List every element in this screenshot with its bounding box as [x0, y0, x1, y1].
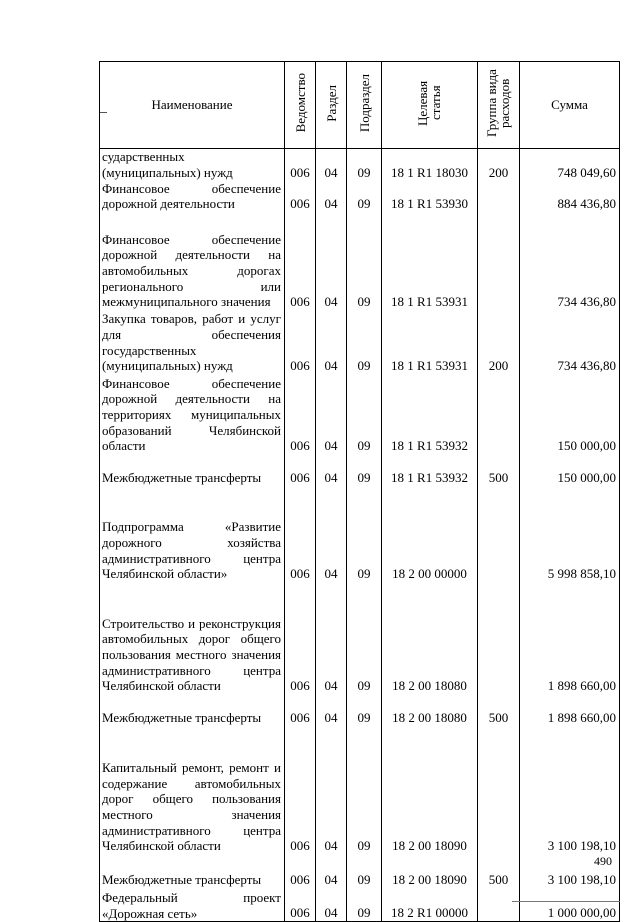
row-expense-group: [478, 486, 520, 582]
row-expense-group: [478, 582, 520, 694]
row-amount: 3 100 198,10: [520, 726, 620, 854]
row-expense-group: 500: [478, 454, 520, 486]
row-amount: 884 436,80: [520, 181, 620, 212]
row-target: 18 2 R1 00000: [382, 888, 478, 922]
header-subsection: Подраздел: [347, 62, 382, 149]
row-department: 006: [285, 454, 316, 486]
table-row: [100, 374, 620, 454]
row-expense-group: [478, 374, 520, 454]
row-target: 18 1 R1 53931: [382, 212, 478, 310]
row-department: 006: [285, 181, 316, 212]
row-amount: 748 049,60: [520, 149, 620, 181]
table-row: [100, 310, 620, 374]
table-row: [100, 181, 620, 212]
row-section: 04: [316, 486, 347, 582]
row-name: Подпрограмма «Развитие дорожного хозяйства административного центра Челябинской области»: [100, 486, 285, 582]
row-section: 04: [316, 374, 347, 454]
row-name: Федеральный проект «Дорожная сеть»: [100, 888, 285, 922]
row-target: 18 1 R1 53932: [382, 454, 478, 486]
row-subsection: 09: [347, 694, 382, 726]
row-target: 18 2 00 18090: [382, 726, 478, 854]
row-expense-group: [478, 726, 520, 854]
row-expense-group: 500: [478, 854, 520, 888]
row-target: 18 1 R1 53931: [382, 310, 478, 374]
row-subsection: 09: [347, 149, 382, 181]
row-name: Финансовое обеспечение дорожной деятельности: [100, 181, 285, 212]
row-expense-group: [478, 212, 520, 310]
row-subsection: 09: [347, 310, 382, 374]
row-section: 04: [316, 854, 347, 888]
row-section: 04: [316, 212, 347, 310]
row-name: Капитальный ремонт, ремонт и содержание автомобильных дорог общего пользования местного значения административного центра Челябинской области: [100, 726, 285, 854]
row-name: Финансовое обеспечение дорожной деятельности на территориях муниципальных образований Челябинской области: [100, 374, 285, 454]
table-row: [100, 454, 620, 486]
row-target: 18 1 R1 18030: [382, 149, 478, 181]
row-name: Межбюджетные трансферты: [100, 694, 285, 726]
row-department: 006: [285, 310, 316, 374]
table-row: [100, 694, 620, 726]
row-expense-group: 200: [478, 310, 520, 374]
row-expense-group: 500: [478, 694, 520, 726]
row-name: Строительство и реконструкция автомобильных дорог общего пользования местного значения административного центра Челябинской области: [100, 582, 285, 694]
row-section: 04: [316, 726, 347, 854]
table-row: [100, 726, 620, 854]
row-department: 006: [285, 694, 316, 726]
row-amount: 734 436,80: [520, 212, 620, 310]
table-row: [100, 149, 620, 181]
row-subsection: 09: [347, 726, 382, 854]
row-target: 18 2 00 00000: [382, 486, 478, 582]
table-row: [100, 854, 620, 888]
header-name: Наименование: [100, 62, 285, 149]
row-amount: 1 898 660,00: [520, 582, 620, 694]
row-amount: 150 000,00: [520, 454, 620, 486]
row-subsection: 09: [347, 854, 382, 888]
row-subsection: 09: [347, 212, 382, 310]
row-amount: 150 000,00: [520, 374, 620, 454]
row-department: 006: [285, 486, 316, 582]
row-amount: 3 100 198,10: [520, 854, 620, 888]
row-section: 04: [316, 454, 347, 486]
row-target: 18 2 00 18080: [382, 694, 478, 726]
table-row: [100, 212, 620, 310]
row-amount: 5 998 858,10: [520, 486, 620, 582]
row-target: 18 2 00 18080: [382, 582, 478, 694]
row-section: 04: [316, 582, 347, 694]
budget-table: [99, 61, 620, 922]
header-expense-group: Группа вида расходов: [478, 62, 520, 149]
row-expense-group: 200: [478, 149, 520, 181]
row-section: 04: [316, 310, 347, 374]
row-subsection: 09: [347, 888, 382, 922]
row-subsection: 09: [347, 486, 382, 582]
row-section: 04: [316, 694, 347, 726]
row-subsection: 09: [347, 181, 382, 212]
footer-rule: [512, 901, 620, 902]
row-department: 006: [285, 212, 316, 310]
row-target: 18 1 R1 53932: [382, 374, 478, 454]
page-number: 490: [594, 854, 612, 868]
row-name: Межбюджетные трансферты: [100, 854, 285, 888]
row-amount: 734 436,80: [520, 310, 620, 374]
row-amount: 1 898 660,00: [520, 694, 620, 726]
row-subsection: 09: [347, 582, 382, 694]
row-name: сударственных (муниципальных) нужд: [100, 149, 285, 181]
row-target: 18 1 R1 53930: [382, 181, 478, 212]
row-department: 006: [285, 726, 316, 854]
row-expense-group: [478, 181, 520, 212]
row-subsection: 09: [347, 454, 382, 486]
row-section: 04: [316, 888, 347, 922]
header-amount: Сумма: [520, 62, 620, 149]
table-row: [100, 582, 620, 694]
row-amount: 1 000 000,00: [520, 888, 620, 922]
row-department: 006: [285, 888, 316, 922]
row-department: 006: [285, 854, 316, 888]
row-target: 18 2 00 18090: [382, 854, 478, 888]
row-name: Межбюджетные трансферты: [100, 454, 285, 486]
header-section: Раздел: [316, 62, 347, 149]
header-department: Ведомство: [285, 62, 316, 149]
row-department: 006: [285, 149, 316, 181]
row-department: 006: [285, 374, 316, 454]
header-target: Целевая статья: [382, 62, 478, 149]
row-name: Финансовое обеспечение дорожной деятельности на автомобильных дорогах регионального или межмуниципального значения: [100, 212, 285, 310]
row-subsection: 09: [347, 374, 382, 454]
row-section: 04: [316, 181, 347, 212]
table-header-row: [100, 62, 620, 149]
row-section: 04: [316, 149, 347, 181]
row-department: 006: [285, 582, 316, 694]
row-name: Закупка товаров, работ и услуг для обеспечения государственных (муниципальных) нужд: [100, 310, 285, 374]
table-row: [100, 486, 620, 582]
